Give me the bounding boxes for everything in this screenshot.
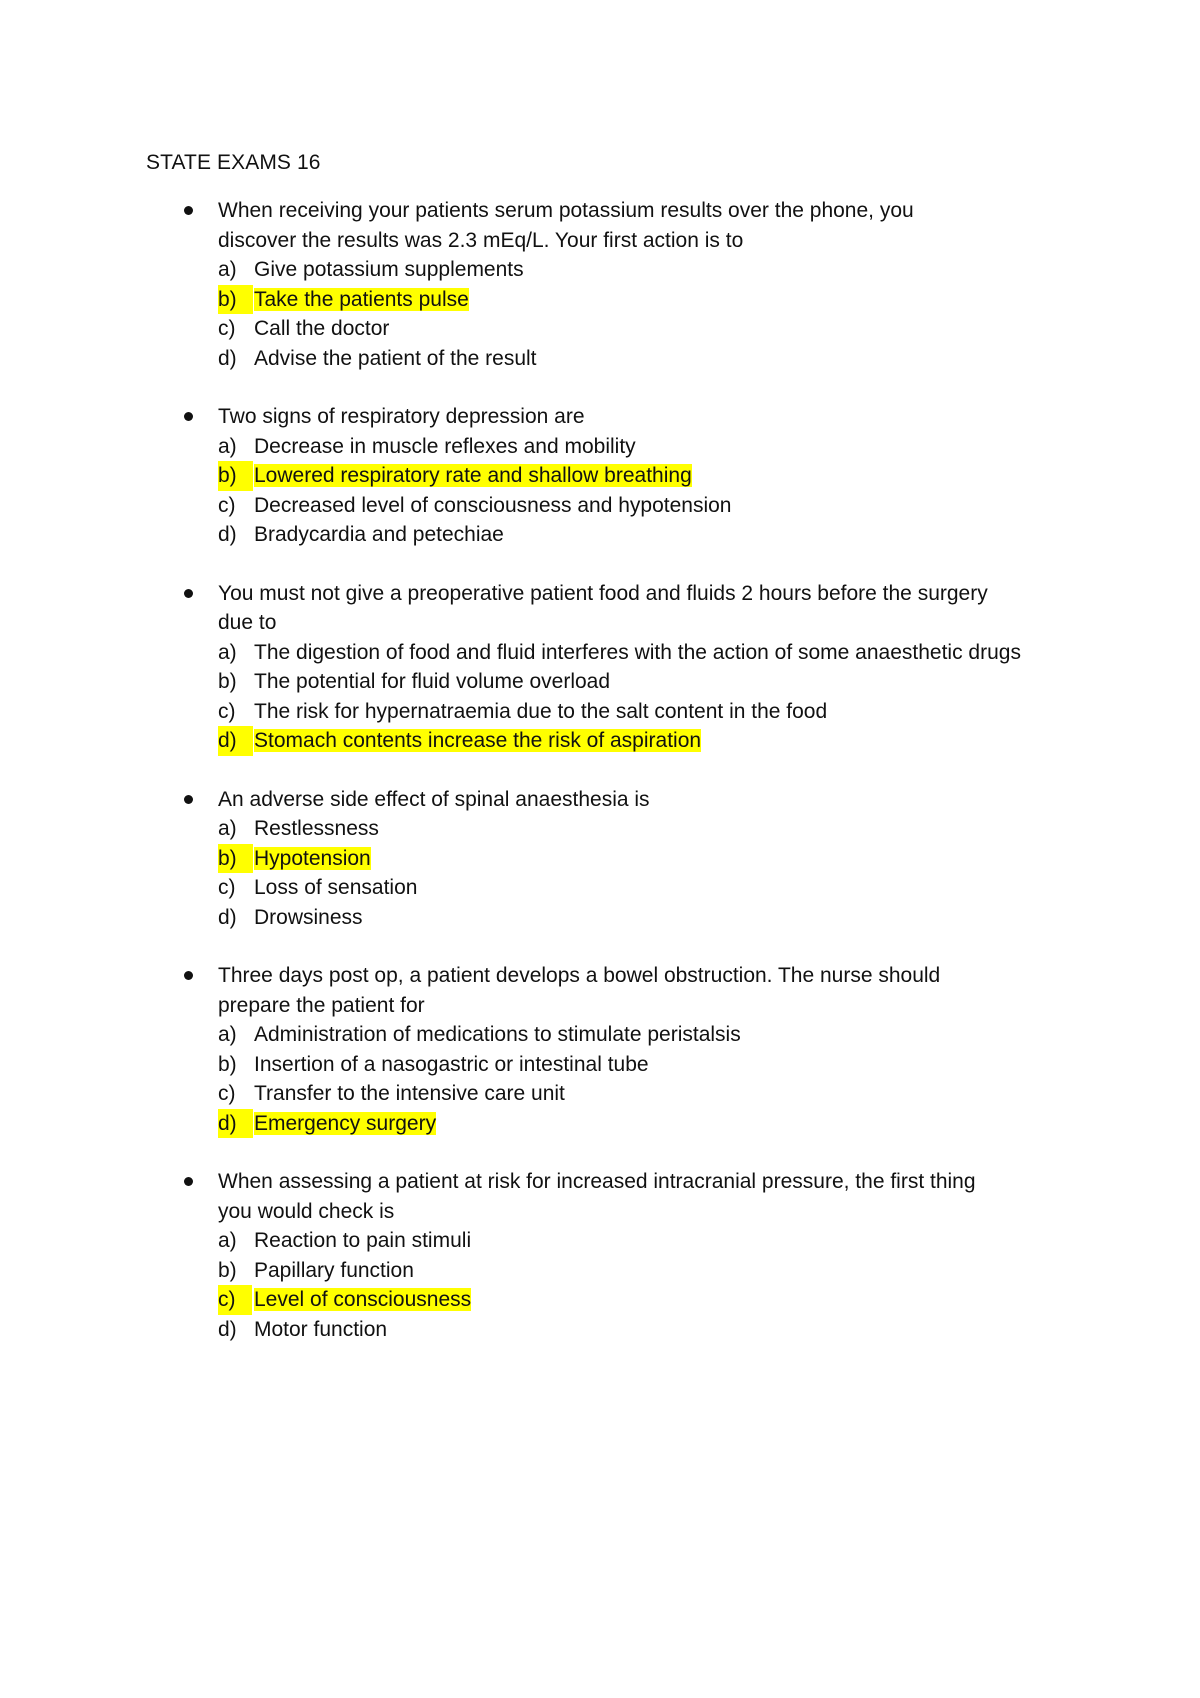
option-letter: d) — [218, 726, 253, 756]
option-text: The potential for fluid volume overload — [254, 670, 611, 693]
option-letter: b) — [218, 844, 253, 874]
bullet-icon — [184, 1177, 193, 1186]
option-text: Take the patients pulse — [254, 287, 469, 311]
option-letter: a) — [218, 434, 237, 458]
question-list — [0, 196, 1200, 1373]
answer-option — [218, 1256, 1078, 1286]
answer-option — [218, 726, 1078, 756]
answer-option — [218, 1050, 1078, 1080]
option-text: Lowered respiratory rate and shallow breathing — [254, 464, 692, 487]
option-text: Stomach contents increase the risk of aspiration — [254, 729, 702, 752]
option-letter: b) — [218, 285, 253, 315]
bullet-icon — [184, 412, 193, 421]
answer-option — [218, 903, 1078, 933]
option-text: Call the doctor — [254, 317, 390, 340]
option-letter: d) — [218, 346, 237, 370]
option-letter: d) — [218, 1317, 237, 1341]
answer-option — [218, 873, 1078, 903]
answer-option — [218, 314, 1078, 344]
option-text: Level of consciousness — [254, 1288, 472, 1311]
answer-option — [218, 520, 1078, 550]
answer-option — [218, 285, 1078, 315]
answer-option — [218, 461, 1078, 491]
answer-option — [218, 255, 1078, 285]
option-text: Loss of sensation — [254, 876, 418, 899]
answer-option — [218, 1109, 1078, 1139]
document-title: STATE EXAMS 16 — [146, 151, 321, 174]
option-letter: a) — [218, 1229, 237, 1252]
option-text: Give potassium supplements — [254, 258, 524, 281]
option-text: Drowsiness — [254, 905, 363, 929]
answer-option — [218, 844, 1078, 874]
answer-option — [218, 1020, 1078, 1050]
option-letter: a) — [218, 258, 237, 281]
option-letter: c) — [218, 699, 236, 723]
answer-option — [218, 491, 1078, 521]
question-stem: An adverse side effect of spinal anaesthesia is — [218, 787, 650, 811]
option-letter: a) — [218, 640, 237, 664]
answer-option — [218, 638, 1078, 668]
bullet-icon — [184, 795, 193, 804]
option-text: The risk for hypernatraemia due to the salt content in the food — [254, 699, 828, 723]
option-text: Bradycardia and petechiae — [254, 523, 504, 546]
option-text: Motor function — [254, 1317, 388, 1341]
option-text: Emergency surgery — [254, 1111, 437, 1135]
bullet-icon — [184, 589, 193, 598]
question-item — [0, 785, 1200, 933]
question-stem: Three days post op, a patient develops a bowel obstruction. The nurse should prepare the patient for — [218, 964, 941, 1017]
question-item — [0, 196, 1200, 373]
option-text: Transfer to the intensive care unit — [254, 1082, 565, 1105]
bullet-icon — [184, 971, 193, 980]
option-text: The digestion of food and fluid interferes with the action of some anaesthetic drugs — [254, 640, 1021, 664]
option-text: Decreased level of consciousness and hypotension — [254, 493, 732, 517]
option-text: Restlessness — [254, 817, 379, 840]
option-text: Reaction to pain stimuli — [254, 1229, 472, 1252]
option-letter: c) — [218, 317, 236, 340]
option-letter: b) — [218, 1052, 237, 1076]
option-letter: d) — [218, 1109, 253, 1139]
question-item — [0, 961, 1200, 1138]
option-letter: d) — [218, 905, 237, 929]
option-letter: c) — [218, 1082, 236, 1105]
question-stem: Two signs of respiratory depression are — [218, 405, 585, 428]
answer-option — [218, 344, 1078, 374]
option-letter: b) — [218, 1258, 237, 1282]
option-letter: b) — [218, 670, 237, 693]
option-text: Hypotension — [254, 846, 371, 870]
option-text: Papillary function — [254, 1258, 414, 1282]
option-text: Decrease in muscle reflexes and mobility — [254, 434, 636, 458]
option-letter: d) — [218, 523, 237, 546]
answer-option — [218, 814, 1078, 844]
question-stem: When receiving your patients serum potassium results over the phone, you discover the results was 2.3 mEq/L. Your first action is to — [218, 199, 914, 252]
option-letter: c) — [218, 493, 236, 517]
option-letter: b) — [218, 461, 253, 491]
answer-option — [218, 1226, 1078, 1256]
answer-option — [218, 1285, 1078, 1315]
answer-option — [218, 667, 1078, 697]
answer-option — [218, 1079, 1078, 1109]
option-text: Insertion of a nasogastric or intestinal tube — [254, 1052, 649, 1076]
answer-option — [218, 1315, 1078, 1345]
question-item — [0, 1167, 1200, 1344]
bullet-icon — [184, 206, 193, 215]
option-text: Advise the patient of the result — [254, 346, 537, 370]
answer-option — [218, 697, 1078, 727]
question-item — [0, 579, 1200, 756]
option-text: Administration of medications to stimulate peristalsis — [254, 1023, 741, 1046]
option-letter: c) — [218, 876, 236, 899]
answer-option — [218, 432, 1078, 462]
question-stem: When assessing a patient at risk for increased intracranial pressure, the first thing you would check is — [218, 1170, 976, 1223]
option-letter: c) — [218, 1285, 252, 1315]
question-stem: You must not give a preoperative patient food and fluids 2 hours before the surgery due to — [218, 581, 988, 634]
option-letter: a) — [218, 1023, 237, 1046]
question-item — [0, 402, 1200, 550]
option-letter: a) — [218, 817, 237, 840]
